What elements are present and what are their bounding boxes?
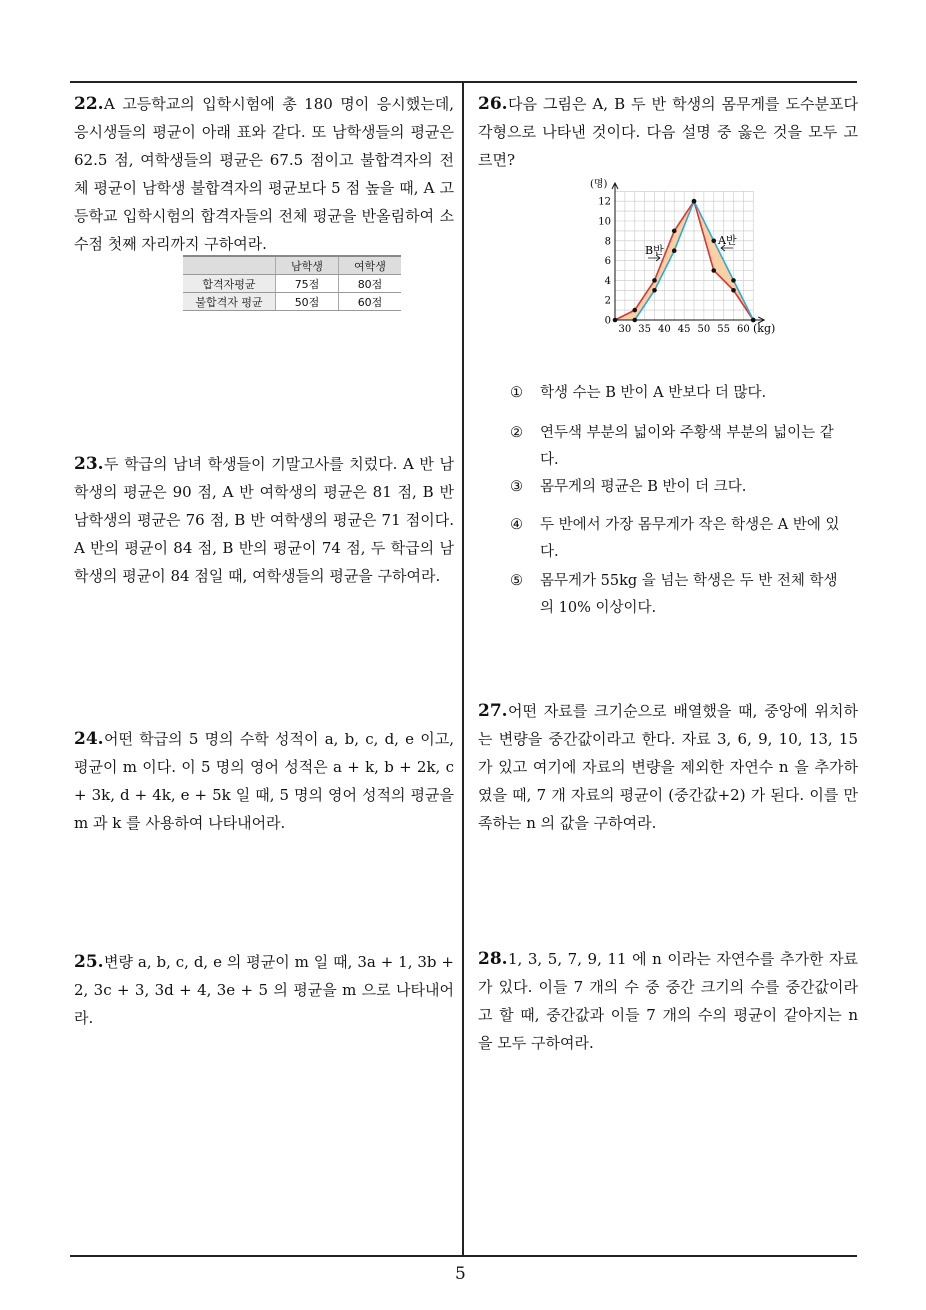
question-text: 두 학급의 남녀 학생들이 기말고사를 치렀다. A 반 남학생의 평균은 90 점, A 반 여학생의 평균은 81 점, B 반 남학생의 평균은 76 점, B 반 여학생의 평균은 71 점이다. A 반의 평균이 84 점, B 반의 평균이 74 점, 두 학급의 남학생의 평균이 84 점일 때, 여학생들의 평균을 구하여라. bbox=[74, 455, 454, 585]
question-number: 22. bbox=[74, 94, 104, 114]
table-header-male: 남학생 bbox=[276, 256, 339, 275]
y-tick-label: 4 bbox=[604, 275, 611, 287]
question-text: 변량 a, b, c, d, e 의 평균이 m 일 때, 3a + 1, 3b + 2, 3c + 3, 3d + 4, 3e + 5 의 평균을 m 으로 나타내어라. bbox=[74, 953, 454, 1027]
x-tick-label: 60 bbox=[737, 324, 750, 335]
question-text: A 고등학교의 입학시험에 총 180 명이 응시했는데, 응시생들의 평균이 아래 표와 같다. 또 남학생들의 평균은 62.5 점, 여학생들의 평균은 67.5 점이고 불합격자의 전체 평균이 남학생 불합격자의 평균보다 5 점 높을 때, A 고등학교 입학시험의 합격자들의 전체 평균을 반올림하여 소수점 첫째 자리까지 구하여라. bbox=[74, 95, 454, 253]
question-number: 26. bbox=[478, 94, 508, 114]
question-22 bbox=[74, 90, 454, 258]
question-24 bbox=[74, 725, 454, 837]
question-text: 어떤 학급의 5 명의 수학 성적이 a, b, c, d, e 이고, 평균이 m 이다. 이 5 명의 영어 성적은 a + k, b + 2k, c + 3k, d + 4k, e + 5k 일 때, 5 명의 영어 성적의 평균을 m 과 k 를 사용하여 나타내어라. bbox=[74, 730, 454, 832]
column-divider bbox=[462, 82, 464, 1256]
x-tick-label: 30 bbox=[618, 324, 632, 335]
option-mark: ④ bbox=[510, 517, 523, 533]
data-point bbox=[632, 318, 637, 323]
question-text: 다음 그림은 A, B 두 반 학생의 몸무게를 도수분포다각형으로 나타낸 것이다. 다음 설명 중 옳은 것을 모두 고르면? bbox=[478, 95, 858, 169]
table-row-label: 합격자평균 bbox=[183, 275, 276, 293]
option-4 bbox=[510, 512, 850, 566]
option-text: 몸무게가 55kg 을 넘는 학생은 두 반 전체 학생의 10% 이상이다. bbox=[540, 573, 838, 616]
option-text: 두 반에서 가장 몸무게가 작은 학생은 A 반에 있다. bbox=[540, 517, 840, 560]
series-label-a: A반 bbox=[718, 234, 737, 247]
y-tick-label: 0 bbox=[604, 315, 611, 327]
question-number: 24. bbox=[74, 729, 104, 749]
page-number: 5 bbox=[455, 1264, 466, 1284]
option-mark: ③ bbox=[510, 479, 523, 495]
y-tick-label: 8 bbox=[604, 236, 611, 248]
option-1 bbox=[510, 380, 850, 407]
question-number: 23. bbox=[74, 454, 104, 474]
data-point bbox=[672, 229, 677, 234]
table-cell: 50점 bbox=[276, 293, 339, 311]
table-row-label: 불합격자 평균 bbox=[183, 293, 276, 311]
data-point bbox=[613, 318, 618, 323]
option-5 bbox=[510, 568, 850, 622]
score-table bbox=[183, 255, 401, 311]
data-point bbox=[692, 199, 697, 204]
option-text: 몸무게의 평균은 B 반이 더 크다. bbox=[540, 479, 747, 495]
option-text: 학생 수는 B 반이 A 반보다 더 많다. bbox=[540, 385, 767, 401]
data-point bbox=[731, 278, 736, 283]
frequency-polygon-chart bbox=[585, 172, 785, 337]
option-2 bbox=[510, 420, 850, 474]
x-axis-label: (kg) bbox=[753, 322, 776, 335]
x-tick-label: 50 bbox=[697, 324, 711, 335]
question-number: 28. bbox=[478, 949, 508, 969]
data-point bbox=[711, 239, 716, 244]
table-cell: 80점 bbox=[339, 275, 402, 293]
y-axis-label: (명) bbox=[590, 179, 608, 190]
question-25 bbox=[74, 948, 454, 1032]
data-point bbox=[672, 248, 677, 253]
series-label-b: B반 bbox=[645, 244, 664, 257]
table-cell: 75점 bbox=[276, 275, 339, 293]
question-27 bbox=[478, 697, 858, 837]
question-text: 1, 3, 5, 7, 9, 11 에 n 이라는 자연수를 추가한 자료가 있다. 이들 7 개의 수 중 중간 크기의 수를 중간값이라고 할 때, 중간값과 이들 7 개의 수의 평균이 같아지는 n 을 모두 구하여라. bbox=[478, 950, 858, 1052]
option-3 bbox=[510, 474, 850, 501]
chart-grid bbox=[615, 191, 753, 320]
table-header-female: 여학생 bbox=[339, 256, 402, 275]
data-point bbox=[711, 268, 716, 273]
option-text: 연두색 부분의 넓이와 주황색 부분의 넓이는 같다. bbox=[540, 425, 834, 468]
y-tick-label: 2 bbox=[604, 295, 611, 307]
table-cell: 60점 bbox=[339, 293, 402, 311]
question-number: 27. bbox=[478, 701, 508, 721]
bottom-rule bbox=[70, 1255, 857, 1257]
question-23 bbox=[74, 450, 454, 590]
data-point bbox=[731, 288, 736, 293]
question-text: 어떤 자료를 크기순으로 배열했을 때, 중앙에 위치하는 변량을 중간값이라고 한다. 자료 3, 6, 9, 10, 13, 15 가 있고 여기에 자료의 변량을 제외한 자연수 n 을 추가하였을 때, 7 개 자료의 평균이 (중간값+2) 가 된다. 이를 만족하는 n 의 값을 구하여라. bbox=[478, 702, 858, 832]
x-tick-label: 45 bbox=[677, 324, 691, 335]
question-number: 25. bbox=[74, 952, 104, 972]
data-point bbox=[652, 288, 657, 293]
x-tick-label: 35 bbox=[638, 324, 651, 335]
option-mark: ① bbox=[510, 385, 523, 401]
y-tick-label: 10 bbox=[598, 216, 611, 228]
option-mark: ⑤ bbox=[510, 573, 523, 589]
data-point bbox=[632, 308, 637, 313]
table-header-blank bbox=[183, 256, 276, 275]
x-tick-label: 55 bbox=[717, 324, 730, 335]
y-tick-label: 12 bbox=[598, 196, 611, 208]
data-point bbox=[652, 278, 657, 283]
question-28 bbox=[478, 945, 858, 1057]
question-26 bbox=[478, 90, 858, 174]
x-tick-label: 40 bbox=[658, 324, 671, 335]
option-mark: ② bbox=[510, 425, 523, 441]
y-tick-label: 6 bbox=[604, 256, 611, 268]
